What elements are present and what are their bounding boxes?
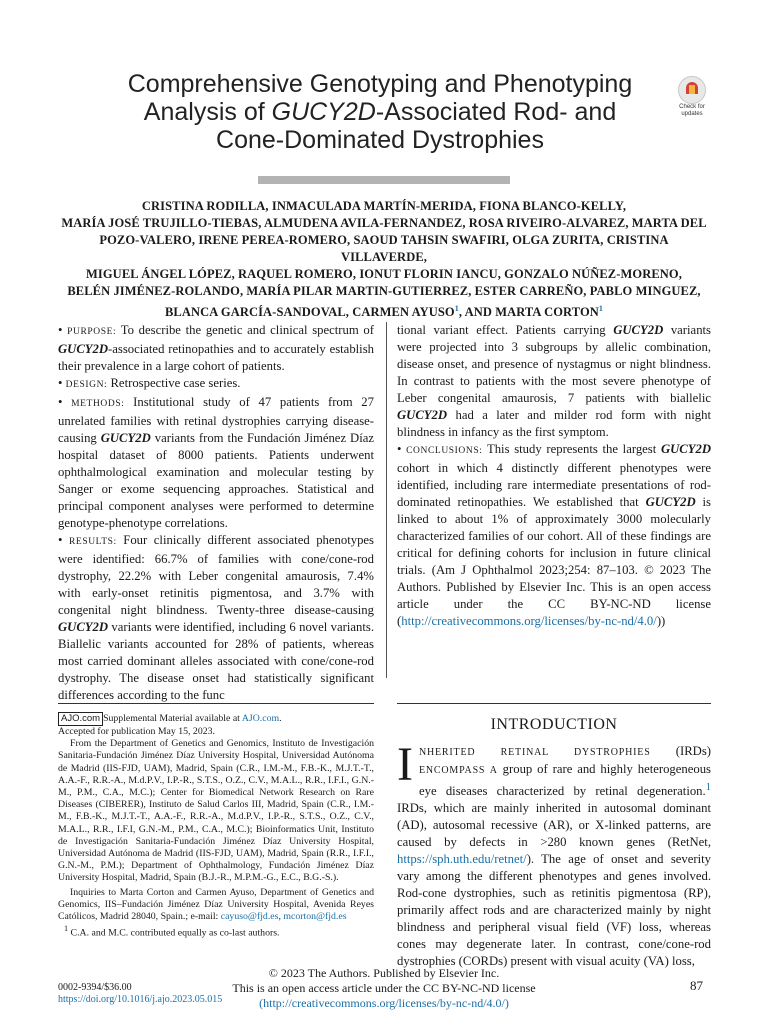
issn-price: 0002-9394/$36.00 <box>58 982 132 993</box>
author-line-6-a: BLANCA GARCÍA-SANDOVAL, CARMEN AYUSO <box>164 305 455 320</box>
methods-label: METHODS: <box>71 399 125 409</box>
author-line-5: BELÉN JIMÉNEZ-ROLANDO, MARÍA PILAR MARTIN-GUTIERREZ, ESTER CARREÑO, PABLO MINGUEZ, <box>67 284 701 298</box>
abstract-results-continued <box>397 322 711 441</box>
intro-top-rule <box>397 703 711 704</box>
footer-license-line: This is an open access article under the CC BY-NC-ND license <box>232 981 536 995</box>
design-text: Retrospective case series. <box>110 376 241 390</box>
retnet-link[interactable]: https://sph.uth.edu/retnet/ <box>397 852 527 867</box>
check-for-updates-line-1: Check for <box>679 104 705 110</box>
author-line-3: POZO-VALERO, IRENE PEREA-ROMERO, SAOUD TAHSIN SWAFIRI, OLGA ZURITA, CRISTINA VILLAVERDE, <box>99 233 669 264</box>
crossmark-icon <box>678 76 706 104</box>
results-cont-a: tional variant effect. Patients carrying <box>397 323 614 337</box>
article-title <box>100 70 660 154</box>
purpose-text-b: -associated retinopathies and to accurately establish their prevalence in a large cohort of patients. <box>58 342 374 373</box>
introduction-paragraph <box>397 738 711 970</box>
supplemental-note <box>58 712 374 726</box>
footer-license-link[interactable]: (http://creativecommons.org/licenses/by-nc-nd/4.0/) <box>259 996 509 1010</box>
conclusions-label: CONCLUSIONS: <box>406 446 483 456</box>
title-line-3: Cone-Dominated Dystrophies <box>216 126 544 154</box>
author-line-2: MARÍA JOSÉ TRUJILLO-TIEBAS, ALMUDENA AVILA-FERNANDEZ, ROSA RIVEIRO-ALVAREZ, MARTA DEL <box>61 216 707 230</box>
check-for-updates-badge[interactable] <box>672 76 712 118</box>
drop-cap: I <box>397 738 413 791</box>
introduction-heading: INTRODUCTION <box>490 716 618 733</box>
abstract-results: • RESULTS: Four clinically different associated phenotypes were identified: 66.7% of families with cone/cone-rod dystrophy, 22.2% with Leber congenital amaurosis, 7.4% with early-onset retinitis pigmentosa, and 3.7% with congenital night blindness. Twenty-three disease-causing GUCY2D variants were identified, including 6 novel variants. Biallelic variants accounted for 28% of patients, whereas most carried dominant alleles associated with cone/cone-rod dystrophy. The disease onset had statistically significant differences according to the func <box>58 533 374 702</box>
intro-text-d: ). The age of onset and severity vary among the different phenotypes and genes involved. Rod-cone dystrophies, such as retinitis pigmentosa (RP), primarily affect rods and are characterized mainly by night blindness and peripheral visual field (VF) loss, whereas cones may degenerate later. In contrast, cone/cone-rod dystrophies (CORDs) present with visual acuity (VA) loss, <box>397 852 711 969</box>
abstract-conclusions: • CONCLUSIONS: This study represents the largest GUCY2D cohort in which 4 distinctly different phenotypes were identified, including rare intermediate presentations of rod-dominated retinopathies. We established that GUCY2D is linked to about 1% of approximately 3000 molecularly characterized families of our cohort. All of these findings are critical for defining cohorts for inclusion in future clinical trials. (Am J Ophthalmol 2023;254: 87–103. © 2023 The Authors. Published by Elsevier Inc. This is an open access article under the CC BY-NC-ND license (http://creativecommons.org/licenses/by-nc-nd/4.0/)) <box>397 442 711 628</box>
results-cont-c: had a later and milder rod form with night blindness in infancy as the first symptom. <box>397 408 711 439</box>
title-line-2 <box>100 98 660 126</box>
conclusions-gene-1: GUCY2D <box>660 442 711 456</box>
author-line-4: MIGUEL ÁNGEL LÓPEZ, RAQUEL ROMERO, IONUT FLORIN IANCU, GONZALO NÚÑEZ-MORENO, <box>86 267 682 281</box>
purpose-gene: GUCY2D <box>58 342 109 356</box>
email-link-2[interactable]: mcorton@fjd.es <box>283 911 347 923</box>
results-text-b: variants were identified, including 6 novel variants. Biallelic variants accounted for 28% of patients, whereas most carried dominant alleles associated with cone/cone-rod dystrophy. The disease onset had statistically significant differences according to the func <box>58 620 374 702</box>
title-gene-name: GUCY2D <box>271 98 376 126</box>
methods-text-b: variants from the Fundación Jiménez Díaz hospital dataset of 8000 patients. Patients underwent ophthalmological examination and molecular testing by Sanger or exome sequencing approaches. Statistical and principal component analyses were performed to determine genotype-phenotype correlations. <box>58 431 374 530</box>
supplemental-text: Supplemental Material available at <box>103 713 242 724</box>
email-separator: , <box>278 911 284 923</box>
abstract-purpose: • PURPOSE: To describe the genetic and clinical spectrum of GUCY2D-associated retinopathies and to accurately establish their prevalence in a large cohort of patients. <box>58 323 374 373</box>
design-label: DESIGN: <box>65 380 108 390</box>
author-footnote-mark-2[interactable]: 1 <box>598 304 604 313</box>
results-cont-gene-1: GUCY2D <box>613 323 664 337</box>
intro-text-a: (IRDs) <box>650 744 711 758</box>
results-cont-b: variants were projected into 3 subgroups by allelic combination, disease onset, and presence of nystagmus or night blindness. In contrast to patients with the most severe phenotype of Leber congenital amaurosis, 7 patients with biallelic <box>397 323 711 405</box>
conclusions-text-a: This study represents the largest <box>486 442 661 456</box>
author-line-6-b: , AND MARTA CORTON <box>458 305 599 320</box>
title-line-2-prefix: Analysis of <box>143 98 272 126</box>
methods-gene: GUCY2D <box>100 431 151 445</box>
doi-link[interactable]: https://doi.org/10.1016/j.ajo.2023.05.015 <box>58 994 223 1005</box>
check-for-updates-line-2: updates <box>681 111 703 117</box>
title-line-1: Comprehensive Genotyping and Phenotyping <box>127 70 633 98</box>
license-link[interactable]: http://creativecommons.org/licenses/by-nc-nd/4.0/ <box>401 614 657 628</box>
intro-text-c: IRDs, which are mainly inherited in autosomal dominant (AD), autosomal recessive (AR), or X-linked patterns, are caused by defects in >280 known genes (RetNet, <box>397 801 711 850</box>
conclusions-text-c: is linked to about 1% of approximately 3000 molecularly characterized families of our cohort. All of these findings are critical for defining cohorts for inclusion in future clinical trials. (Am J Ophthalmol 2023;254: 87–103. © 2023 The Authors. Published by Elsevier Inc. This is an open access article under the CC BY-NC-ND license ( <box>397 495 711 628</box>
abstract-design: • DESIGN: Retrospective case series. <box>58 376 241 390</box>
reference-1-link[interactable]: 1 <box>705 782 711 793</box>
author-line-1: CRISTINA RODILLA, INMACULADA MARTÍN-MERIDA, FIONA BLANCO-KELLY, <box>141 199 627 213</box>
purpose-text-a: To describe the genetic and clinical spectrum of <box>120 323 374 337</box>
author-footnote-mark-1[interactable]: 1 <box>454 304 459 313</box>
footer-copyright: © 2023 The Authors. Published by Elsevier Inc. <box>268 966 500 980</box>
methods-text-a: Institutional study of 47 patients from 27 unrelated families with retinal dystrophies carrying disease-causing <box>58 395 374 445</box>
results-label: RESULTS: <box>68 537 117 547</box>
footnote-mark: 1 <box>64 924 69 934</box>
results-text-a: Four clinically different associated phenotypes were identified: 66.7% of families with cone/cone-rod dystrophy, 22.2% with Leber congenital amaurosis, 7.4% with early-onset retinitis pigmentosa, and 3.7% with congenital night blindness. Twenty-three disease-causing <box>58 533 374 617</box>
abstract-methods: • METHODS: Institutional study of 47 patients from 27 unrelated families with retinal dystrophies carrying disease-causing GUCY2D variants from the Fundación Jiménez Díaz hospital dataset of 8000 patients. Patients underwent ophthalmological examination and molecular testing by Sanger or exome sequencing approaches. Statistical and principal component analyses were performed to determine genotype-phenotype correlations. <box>58 395 374 530</box>
introduction-section <box>397 716 711 970</box>
footnote-text: C.A. and M.C. contributed equally as co-last authors. <box>70 927 280 939</box>
accepted-date: Accepted for publication May 15, 2023. <box>58 726 215 737</box>
abstract-left-column <box>58 322 374 704</box>
article-notes <box>58 712 374 940</box>
purpose-label: PURPOSE: <box>67 327 117 337</box>
title-divider <box>258 176 510 184</box>
affiliations: From the Department of Genetics and Genomics, Instituto de Investigación Sanitaria-Fundación Jiménez Díaz University Hospital, Universidad Autónoma de Madrid (IIS-FJD, UAM), Madrid, Spain (C.R., I.M.-M., F.B.-K., M.J.T.-T., A.A.-F., R.R.-A., M.d.P.V., I.P.-R., S.T.S., O.Z., C.V., M.A.L., R.R., I.F.I., G.N.-M., P.M., C.A., M.C.); Center for Biomedical Network Research on Rare Diseases (CIBERER), Instituto de Salud Carlos III, Madrid, Spain (C.R., I.M.-M., F.B.-K., M.J.T.-T., A.A.-F., R.R.-A., M.d.P.V., I.P.-R., S.T.S., O.Z., C.V., M.A.L., R.R., I.F.I, G.N.-M., P.M., C.A., M.C.); Bioinformatics Unit, Instituto de Investigación Sanitaria-Fundación Jiménez Díaz University Hospital, Universidad Autónoma de Madrid (IIS-FJD, UAM), Madrid, Spain (R.R., I.F.I., G.N.-M., P.M.); Department of Ophthalmology, Fundación Jiménez Díaz University Hospital, Madrid, Spain (B.J.-R., M.P.M.-G., E.C., B.G.-S.). <box>58 738 374 884</box>
inquiries <box>58 887 374 924</box>
abstract-right-column <box>397 322 711 630</box>
column-divider <box>386 322 387 678</box>
intro-smallcaps-a: NHERITED RETINAL DYSTROPHIES <box>418 747 651 758</box>
email-link-1[interactable]: cayuso@fjd.es <box>220 911 279 923</box>
results-cont-gene-2: GUCY2D <box>397 408 448 422</box>
supplemental-period: . <box>279 713 282 724</box>
intro-text-b: group of rare and highly heterogeneous eye diseases characterized by retinal degeneration. <box>418 762 711 799</box>
co-last-author-footnote <box>58 923 374 939</box>
author-line-6 <box>58 300 710 321</box>
notes-top-rule <box>58 703 374 704</box>
conclusions-text-d: )) <box>656 614 666 628</box>
results-gene: GUCY2D <box>58 620 109 634</box>
conclusions-text-b: cohort in which 4 distinctly different phenotypes were identified, including rare intermediate presentations of rod-dominated retinopathies. We established that <box>397 461 711 509</box>
footer-identifiers <box>58 982 258 1006</box>
ajo-logo[interactable]: AJO.com <box>58 712 103 726</box>
intro-smallcaps-b: ENCOMPASS A <box>418 765 498 776</box>
inquiries-text: Inquiries to Marta Corton and Carmen Ayuso, Department of Genetics and Genomics, IIS–Fundación Jiménez Díaz University Hospital, Avenida Reyes Católicos, Madrid 28040, Spain.; e-mail: <box>58 886 374 923</box>
conclusions-gene-2: GUCY2D <box>645 495 696 509</box>
page-number: 87 <box>690 978 703 993</box>
supplemental-link[interactable]: AJO.com <box>241 713 280 724</box>
author-list <box>58 198 710 321</box>
title-line-2-suffix: -Associated Rod- and <box>375 98 617 126</box>
